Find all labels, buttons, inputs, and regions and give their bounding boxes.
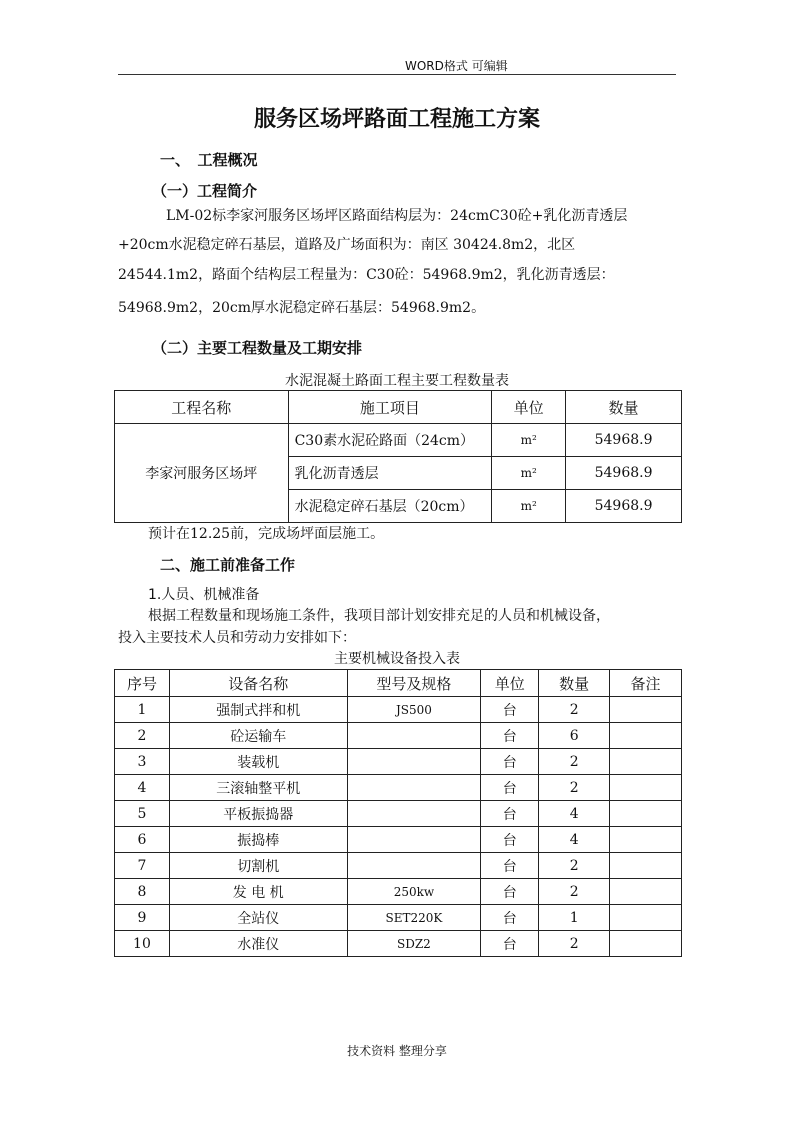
row-number-cell: 10 [115,931,170,957]
item-heading-staff-machinery: 1.人员、机械准备 [148,587,260,603]
equipment-name-cell: 切割机 [169,853,347,879]
row-number-cell: 6 [115,827,170,853]
header-cell: 数量 [566,391,682,424]
model-cell [347,749,481,775]
remark-cell [610,853,682,879]
model-cell: SDZ2 [347,931,481,957]
remark-cell [610,801,682,827]
preparation-paragraph-line: 根据工程数量和现场施工条件，我项目部计划安排充足的人员和机械设备， [148,608,610,624]
preparation-paragraph-line: 投入主要技术人员和劳动力安排如下： [118,630,356,646]
unit-cell: m² [492,424,566,457]
model-cell [347,723,481,749]
equipment-name-cell: 振捣棒 [169,827,347,853]
remark-cell [610,931,682,957]
quantity-cell: 54968.9 [566,490,682,523]
item-cell: 乳化沥青透层 [288,457,492,490]
model-cell: 250kw [347,879,481,905]
model-cell [347,775,481,801]
equipment-name-cell: 发 电 机 [169,879,347,905]
document-title: 服务区场坪路面工程施工方案 [253,107,540,132]
remark-cell [610,697,682,723]
remark-cell [610,775,682,801]
header-cell: 工程名称 [115,391,289,424]
remark-cell [610,879,682,905]
remark-cell [610,749,682,775]
header-cell: 施工项目 [288,391,492,424]
table-row [115,801,682,827]
unit-cell: 台 [481,749,539,775]
item-cell: C30素水泥砼路面（24cm） [288,424,492,457]
quantity-cell: 2 [539,697,610,723]
header-cell: 型号及规格 [347,670,481,697]
section-heading-overview: 一、 工程概况 [160,151,258,169]
model-cell [347,827,481,853]
table-row [115,827,682,853]
unit-cell: 台 [481,723,539,749]
table-row [115,723,682,749]
unit-cell: m² [492,490,566,523]
table-header-row [115,391,682,424]
table-row [115,879,682,905]
machinery-table [114,669,682,957]
page-header-text: WORD格式 可编辑 [405,59,508,73]
item-cell: 水泥稳定碎石基层（20cm） [288,490,492,523]
quantity-cell: 6 [539,723,610,749]
intro-paragraph-line: 54968.9m2，20cm厚水泥稳定碎石基层：54968.9m2。 [118,300,486,316]
quantity-cell: 4 [539,827,610,853]
equipment-name-cell: 水准仪 [169,931,347,957]
row-number-cell: 4 [115,775,170,801]
table-row [115,853,682,879]
quantity-cell: 54968.9 [566,424,682,457]
quantity-cell: 2 [539,931,610,957]
quantities-table [114,390,682,523]
equipment-name-cell: 强制式拌和机 [169,697,347,723]
quantity-cell: 54968.9 [566,457,682,490]
unit-cell: 台 [481,931,539,957]
subsection-heading-intro: （一）工程简介 [152,182,258,200]
equipment-name-cell: 全站仪 [169,905,347,931]
page-footer-text: 技术资料 整理分享 [347,1044,447,1058]
header-cell: 单位 [492,391,566,424]
unit-cell: 台 [481,801,539,827]
table-row [115,749,682,775]
unit-cell: 台 [481,827,539,853]
schedule-note: 预计在12.25前，完成场坪面层施工。 [148,526,385,542]
unit-cell: m² [492,457,566,490]
header-cell: 序号 [115,670,170,697]
equipment-name-cell: 三滚轴整平机 [169,775,347,801]
table-row [115,931,682,957]
table-row [115,697,682,723]
table-row [115,905,682,931]
unit-cell: 台 [481,775,539,801]
table-row [115,775,682,801]
model-cell: SET220K [347,905,481,931]
intro-paragraph-line: LM-02标李家河服务区场坪区路面结构层为：24cmC30砼+乳化沥青透层 [166,208,628,224]
intro-paragraph-line: 24544.1m2，路面个结构层工程量为：C30砼：54968.9m2，乳化沥青透层： [118,267,615,283]
remark-cell [610,827,682,853]
quantity-cell: 2 [539,749,610,775]
equipment-name-cell: 砼运输车 [169,723,347,749]
unit-cell: 台 [481,905,539,931]
row-number-cell: 3 [115,749,170,775]
equipment-name-cell: 平板振捣器 [169,801,347,827]
row-number-cell: 2 [115,723,170,749]
header-divider [118,74,676,75]
table2-caption: 主要机械设备投入表 [334,651,460,667]
quantity-cell: 2 [539,775,610,801]
table-row [115,424,682,457]
equipment-name-cell: 装载机 [169,749,347,775]
unit-cell: 台 [481,853,539,879]
section-heading-preparation: 二、施工前准备工作 [160,556,296,574]
header-cell: 备注 [610,670,682,697]
remark-cell [610,905,682,931]
remark-cell [610,723,682,749]
model-cell: JS500 [347,697,481,723]
header-cell: 设备名称 [169,670,347,697]
row-number-cell: 1 [115,697,170,723]
row-number-cell: 5 [115,801,170,827]
header-cell: 数量 [539,670,610,697]
row-number-cell: 9 [115,905,170,931]
quantity-cell: 4 [539,801,610,827]
row-number-cell: 8 [115,879,170,905]
header-cell: 单位 [481,670,539,697]
project-name-cell: 李家河服务区场坪 [115,424,289,523]
quantity-cell: 1 [539,905,610,931]
intro-paragraph-line: +20cm水泥稳定碎石基层，道路及广场面积为：南区 30424.8m2，北区 [118,237,576,253]
subsection-heading-quantities: （二）主要工程数量及工期安排 [152,339,363,357]
model-cell [347,853,481,879]
row-number-cell: 7 [115,853,170,879]
unit-cell: 台 [481,697,539,723]
model-cell [347,801,481,827]
unit-cell: 台 [481,879,539,905]
table1-caption: 水泥混凝土路面工程主要工程数量表 [285,373,509,389]
quantity-cell: 2 [539,879,610,905]
quantity-cell: 2 [539,853,610,879]
table-header-row [115,670,682,697]
